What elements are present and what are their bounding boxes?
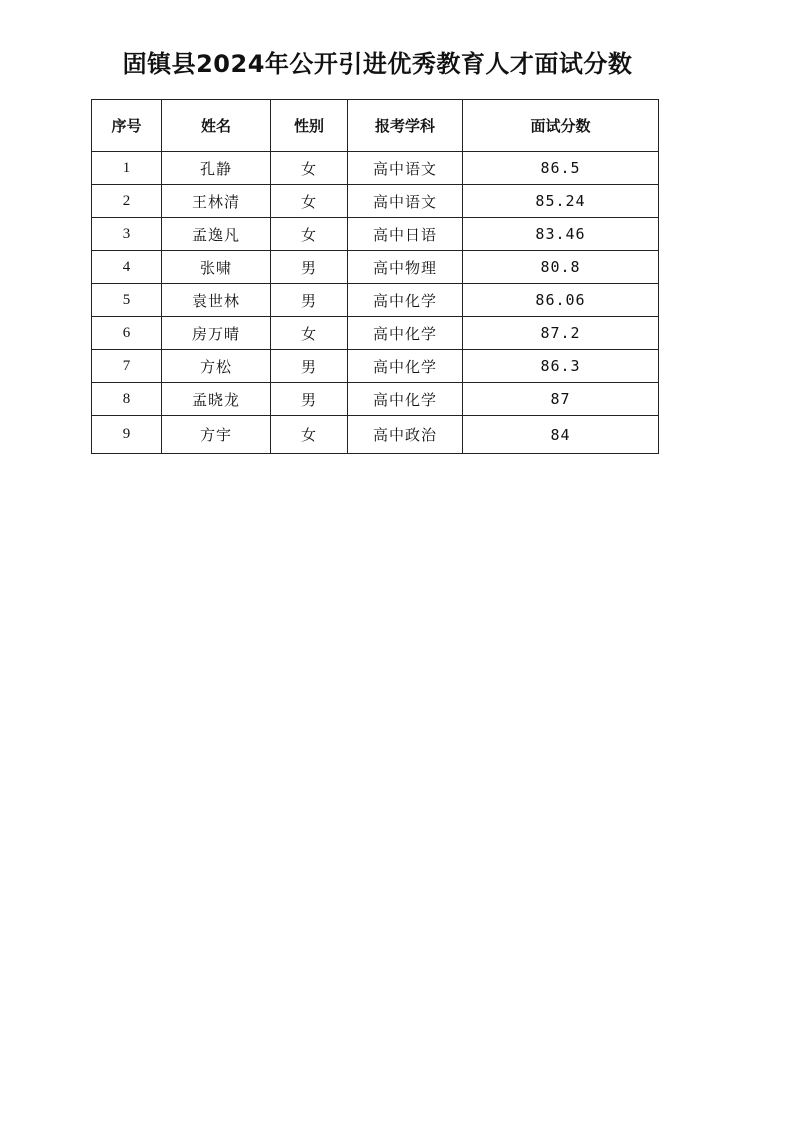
cell-score: 85.24	[463, 185, 659, 218]
table-header-row	[92, 100, 659, 152]
cell-index: 1	[92, 152, 162, 185]
header-name: 姓名	[162, 100, 271, 152]
cell-gender: 男	[271, 383, 348, 416]
cell-name: 孟晓龙	[162, 383, 271, 416]
cell-subject: 高中日语	[348, 218, 463, 251]
cell-gender: 女	[271, 218, 348, 251]
cell-name: 房万晴	[162, 317, 271, 350]
cell-index: 4	[92, 251, 162, 284]
cell-name: 张啸	[162, 251, 271, 284]
cell-name: 袁世林	[162, 284, 271, 317]
header-subject: 报考学科	[348, 100, 463, 152]
table-row	[92, 218, 659, 251]
cell-score: 80.8	[463, 251, 659, 284]
cell-gender: 男	[271, 284, 348, 317]
cell-score: 86.5	[463, 152, 659, 185]
cell-score: 84	[463, 416, 659, 454]
cell-gender: 女	[271, 416, 348, 454]
cell-name: 孟逸凡	[162, 218, 271, 251]
cell-name: 王林清	[162, 185, 271, 218]
cell-index: 2	[92, 185, 162, 218]
cell-subject: 高中语文	[348, 152, 463, 185]
cell-score: 86.3	[463, 350, 659, 383]
cell-score: 86.06	[463, 284, 659, 317]
cell-name: 孔静	[162, 152, 271, 185]
cell-name: 方宇	[162, 416, 271, 454]
score-table	[91, 99, 659, 454]
header-score: 面试分数	[463, 100, 659, 152]
cell-gender: 女	[271, 185, 348, 218]
table-row	[92, 416, 659, 454]
cell-subject: 高中化学	[348, 350, 463, 383]
cell-index: 5	[92, 284, 162, 317]
table-row	[92, 152, 659, 185]
cell-gender: 女	[271, 152, 348, 185]
table-row	[92, 251, 659, 284]
page-title: 固镇县2024年公开引进优秀教育人才面试分数	[122, 50, 633, 78]
header-gender: 性别	[271, 100, 348, 152]
cell-subject: 高中物理	[348, 251, 463, 284]
cell-gender: 男	[271, 251, 348, 284]
cell-score: 87.2	[463, 317, 659, 350]
table-row	[92, 317, 659, 350]
cell-gender: 女	[271, 317, 348, 350]
table-row	[92, 284, 659, 317]
cell-subject: 高中政治	[348, 416, 463, 454]
cell-subject: 高中化学	[348, 317, 463, 350]
cell-index: 9	[92, 416, 162, 454]
header-index: 序号	[92, 100, 162, 152]
cell-gender: 男	[271, 350, 348, 383]
cell-index: 3	[92, 218, 162, 251]
cell-score: 87	[463, 383, 659, 416]
cell-index: 6	[92, 317, 162, 350]
cell-score: 83.46	[463, 218, 659, 251]
cell-index: 8	[92, 383, 162, 416]
cell-subject: 高中语文	[348, 185, 463, 218]
table-row	[92, 185, 659, 218]
table-row	[92, 350, 659, 383]
cell-name: 方松	[162, 350, 271, 383]
cell-subject: 高中化学	[348, 383, 463, 416]
cell-index: 7	[92, 350, 162, 383]
cell-subject: 高中化学	[348, 284, 463, 317]
table-row	[92, 383, 659, 416]
